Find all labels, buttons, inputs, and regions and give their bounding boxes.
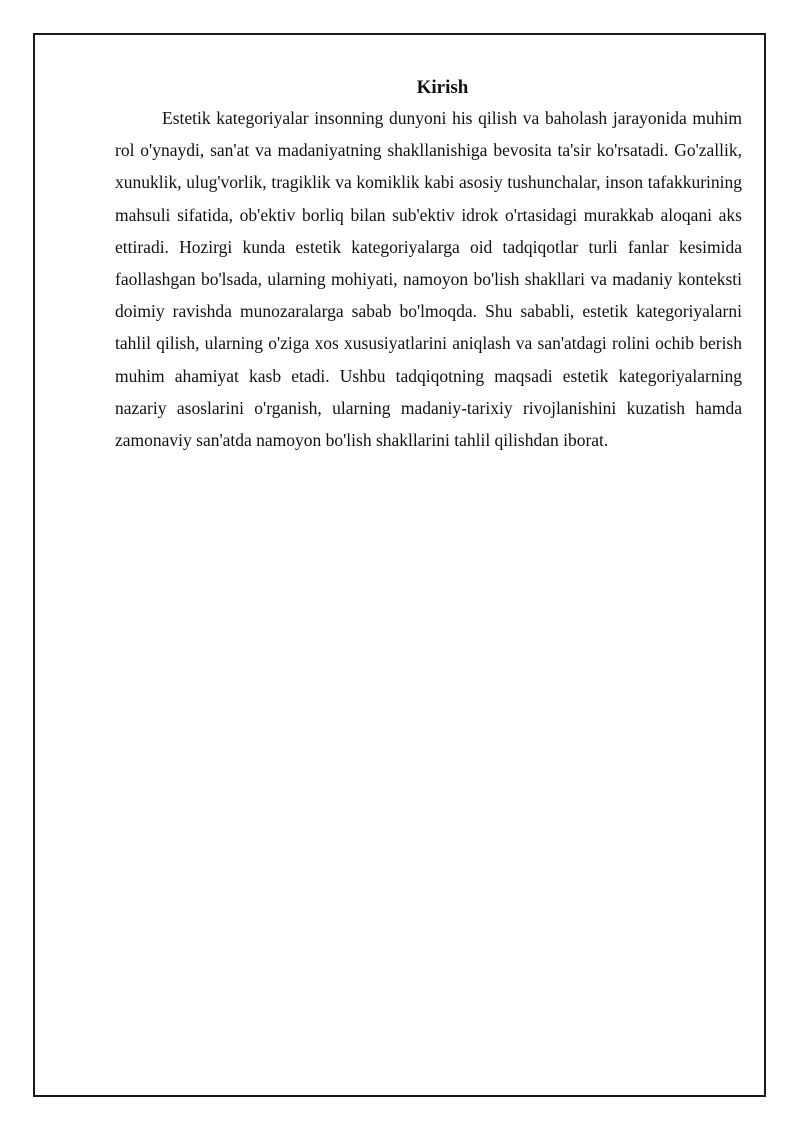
intro-paragraph: Estetik kategoriyalar insonning dunyoni his qilish va baholash jarayonida muhim rol o'ynaydi, san'at va madaniyatning shakllanishiga bevosita ta'sir ko'rsatadi. Go'zallik, xunuklik, ulug'vorlik, tragiklik va komiklik kabi asosiy tushunchalar, inson tafakkurining mahsuli sifatida, ob'ektiv borliq bilan sub'ektiv idrok o'rtasidagi murakkab aloqani aks ettiradi. Hozirgi kunda estetik kategoriyalarga oid tadqiqotlar turli fanlar kesimida faollashgan bo'lsada, ularning mohiyati, namoyon bo'lish shakllari va madaniy konteksti doimiy ravishda munozaralarga sabab bo'lmoqda. Shu sababli, estetik kategoriyalarni tahlil qilish, ularning o'ziga xos xususiyatlarini aniqlash va san'atdagi rolini ochib berish muhim ahamiyat kasb etadi. Ushbu tadqiqotning maqsadi estetik kategoriyalarning nazariy asoslarini o'rganish, ularning madaniy-tarixiy rivojlanishini kuzatish hamda zamonaviy san'atda namoyon bo'lish shakllarini tahlil qilishdan iborat.	[115, 108, 742, 451]
document-body	[115, 74, 742, 456]
section-heading: Kirish	[416, 77, 469, 98]
